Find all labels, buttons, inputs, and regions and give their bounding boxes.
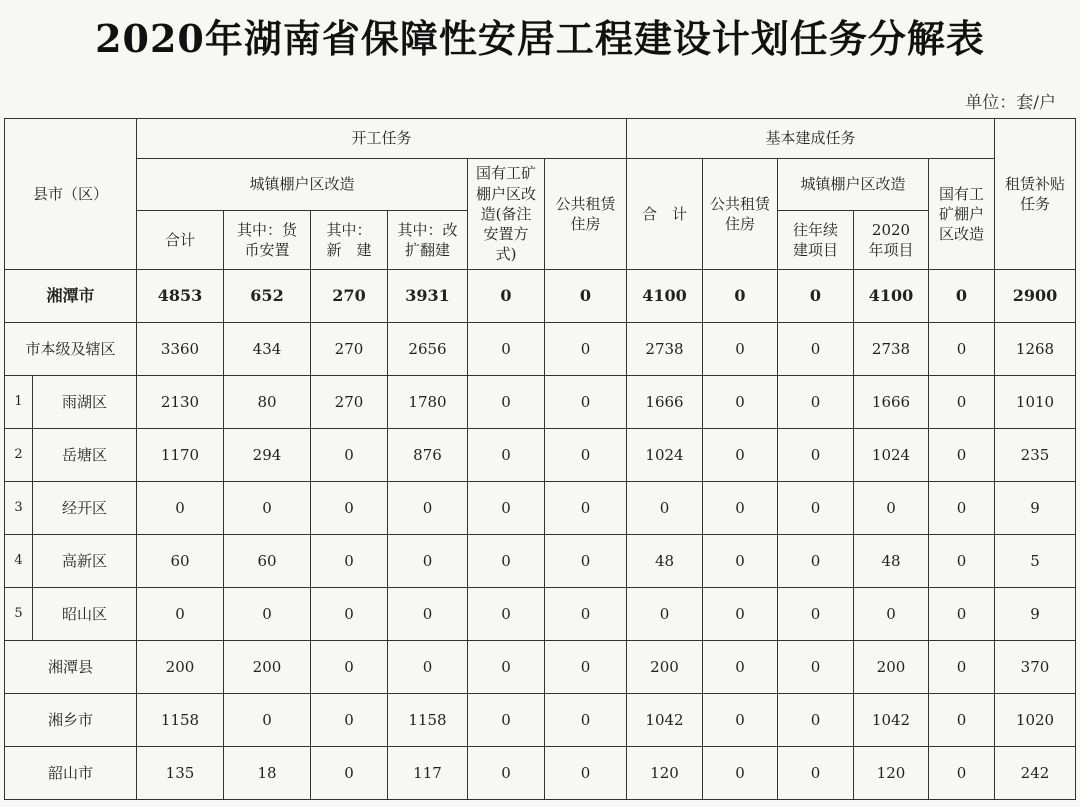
cell: 0 xyxy=(468,747,545,800)
table-row xyxy=(5,323,1076,376)
cell: 4853 xyxy=(137,270,224,323)
cell: 270 xyxy=(311,376,388,429)
cell: 0 xyxy=(929,535,995,588)
cell: 0 xyxy=(468,323,545,376)
cell: 0 xyxy=(388,535,468,588)
cell: 0 xyxy=(224,482,311,535)
cell: 200 xyxy=(627,641,703,694)
cell: 0 xyxy=(929,694,995,747)
cell: 1158 xyxy=(388,694,468,747)
cell: 0 xyxy=(311,535,388,588)
header-xinjian: 其中：新 建 xyxy=(311,211,388,270)
task-table xyxy=(4,118,1076,800)
cell: 4100 xyxy=(627,270,703,323)
cell: 0 xyxy=(627,588,703,641)
cell: 0 xyxy=(778,588,854,641)
header-huobi: 其中：货币安置 xyxy=(224,211,311,270)
cell: 48 xyxy=(627,535,703,588)
cell: 0 xyxy=(703,482,778,535)
cell: 48 xyxy=(854,535,929,588)
cell: 1020 xyxy=(995,694,1076,747)
cell: 0 xyxy=(545,694,627,747)
cell: 0 xyxy=(545,747,627,800)
cell: 60 xyxy=(224,535,311,588)
cell: 60 xyxy=(137,535,224,588)
row-name: 昭山区 xyxy=(33,588,137,641)
cell: 370 xyxy=(995,641,1076,694)
cell: 0 xyxy=(778,376,854,429)
cell: 18 xyxy=(224,747,311,800)
cell: 1042 xyxy=(854,694,929,747)
row-name: 市本级及辖区 xyxy=(5,323,137,376)
header-gaikuo: 其中：改扩翻建 xyxy=(388,211,468,270)
table-row xyxy=(5,588,1076,641)
table-row xyxy=(5,694,1076,747)
cell: 0 xyxy=(388,588,468,641)
cell: 2738 xyxy=(627,323,703,376)
header-heji-jiben: 合 计 xyxy=(627,159,703,270)
unit-label: 单位：套/户 xyxy=(965,93,1056,113)
cell: 2900 xyxy=(995,270,1076,323)
cell: 200 xyxy=(224,641,311,694)
cell: 434 xyxy=(224,323,311,376)
cell: 0 xyxy=(929,747,995,800)
cell: 0 xyxy=(468,694,545,747)
cell: 9 xyxy=(995,482,1076,535)
header-zulin: 租赁补贴任务 xyxy=(995,119,1076,270)
table-row xyxy=(5,747,1076,800)
row-name: 雨湖区 xyxy=(33,376,137,429)
cell: 0 xyxy=(311,694,388,747)
table-row xyxy=(5,641,1076,694)
cell: 0 xyxy=(137,588,224,641)
cell: 0 xyxy=(703,535,778,588)
row-name: 湘乡市 xyxy=(5,694,137,747)
cell: 0 xyxy=(778,323,854,376)
header-gonggong-jiben: 公共租赁住房 xyxy=(703,159,778,270)
row-name: 湘潭县 xyxy=(5,641,137,694)
cell: 0 xyxy=(703,641,778,694)
header-county: 县市（区） xyxy=(5,119,137,270)
cell: 1780 xyxy=(388,376,468,429)
cell: 0 xyxy=(311,482,388,535)
cell: 0 xyxy=(545,270,627,323)
table-row xyxy=(5,482,1076,535)
cell: 0 xyxy=(854,482,929,535)
row-index: 5 xyxy=(5,588,33,641)
row-name: 岳塘区 xyxy=(33,429,137,482)
cell: 0 xyxy=(311,429,388,482)
cell: 0 xyxy=(854,588,929,641)
cell: 270 xyxy=(311,323,388,376)
cell: 0 xyxy=(545,588,627,641)
cell: 0 xyxy=(703,429,778,482)
cell: 2656 xyxy=(388,323,468,376)
cell: 135 xyxy=(137,747,224,800)
table-row xyxy=(5,376,1076,429)
cell: 0 xyxy=(778,429,854,482)
cell: 0 xyxy=(703,588,778,641)
cell: 270 xyxy=(311,270,388,323)
header-gonggong-kaigong: 公共租赁住房 xyxy=(545,159,627,270)
cell: 0 xyxy=(545,429,627,482)
cell: 5 xyxy=(995,535,1076,588)
cell: 0 xyxy=(468,535,545,588)
cell: 1158 xyxy=(137,694,224,747)
cell: 120 xyxy=(854,747,929,800)
cell: 117 xyxy=(388,747,468,800)
header-2020: 2020年项目 xyxy=(854,211,929,270)
cell: 652 xyxy=(224,270,311,323)
cell: 876 xyxy=(388,429,468,482)
cell: 1666 xyxy=(627,376,703,429)
cell: 0 xyxy=(224,694,311,747)
header-chengzhen-jiben: 城镇棚户区改造 xyxy=(778,159,929,211)
cell: 0 xyxy=(311,588,388,641)
cell: 0 xyxy=(929,429,995,482)
cell: 242 xyxy=(995,747,1076,800)
cell: 1024 xyxy=(627,429,703,482)
cell: 0 xyxy=(545,482,627,535)
header-wangnian: 往年续建项目 xyxy=(778,211,854,270)
row-name: 湘潭市 xyxy=(5,270,137,323)
header-kaigong: 开工任务 xyxy=(137,119,627,159)
cell: 0 xyxy=(929,270,995,323)
cell: 80 xyxy=(224,376,311,429)
cell: 0 xyxy=(388,482,468,535)
cell: 1010 xyxy=(995,376,1076,429)
row-name: 高新区 xyxy=(33,535,137,588)
row-index: 3 xyxy=(5,482,33,535)
cell: 200 xyxy=(854,641,929,694)
row-index: 2 xyxy=(5,429,33,482)
cell: 0 xyxy=(224,588,311,641)
cell: 0 xyxy=(929,482,995,535)
row-index: 4 xyxy=(5,535,33,588)
cell: 0 xyxy=(703,376,778,429)
cell: 0 xyxy=(137,482,224,535)
cell: 0 xyxy=(627,482,703,535)
cell: 0 xyxy=(468,270,545,323)
cell: 0 xyxy=(778,270,854,323)
cell: 0 xyxy=(703,747,778,800)
cell: 0 xyxy=(468,429,545,482)
cell: 0 xyxy=(545,323,627,376)
cell: 0 xyxy=(545,535,627,588)
header-chengzhen: 城镇棚户区改造 xyxy=(137,159,468,211)
cell: 0 xyxy=(388,641,468,694)
cell: 0 xyxy=(929,588,995,641)
cell: 0 xyxy=(311,747,388,800)
cell: 200 xyxy=(137,641,224,694)
row-index: 1 xyxy=(5,376,33,429)
cell: 0 xyxy=(929,376,995,429)
cell: 0 xyxy=(778,747,854,800)
row-name: 经开区 xyxy=(33,482,137,535)
cell: 0 xyxy=(929,641,995,694)
cell: 0 xyxy=(545,641,627,694)
cell: 2130 xyxy=(137,376,224,429)
cell: 0 xyxy=(929,323,995,376)
cell: 0 xyxy=(778,641,854,694)
cell: 4100 xyxy=(854,270,929,323)
cell: 0 xyxy=(703,270,778,323)
cell: 3360 xyxy=(137,323,224,376)
cell: 0 xyxy=(778,482,854,535)
cell: 0 xyxy=(778,694,854,747)
cell: 0 xyxy=(468,641,545,694)
cell: 2738 xyxy=(854,323,929,376)
cell: 1024 xyxy=(854,429,929,482)
cell: 1170 xyxy=(137,429,224,482)
header-jiben: 基本建成任务 xyxy=(627,119,995,159)
table-row xyxy=(5,429,1076,482)
row-name: 韶山市 xyxy=(5,747,137,800)
cell: 1268 xyxy=(995,323,1076,376)
cell: 0 xyxy=(703,694,778,747)
cell: 0 xyxy=(468,376,545,429)
cell: 0 xyxy=(311,641,388,694)
header-heji: 合计 xyxy=(137,211,224,270)
cell: 294 xyxy=(224,429,311,482)
cell: 120 xyxy=(627,747,703,800)
cell: 1042 xyxy=(627,694,703,747)
cell: 0 xyxy=(703,323,778,376)
header-guoyou-jiben: 国有工矿棚户区改造 xyxy=(929,159,995,270)
cell: 235 xyxy=(995,429,1076,482)
table-row xyxy=(5,535,1076,588)
page-title: 2020年湖南省保障性安居工程建设计划任务分解表 xyxy=(95,16,985,61)
cell: 1666 xyxy=(854,376,929,429)
cell: 9 xyxy=(995,588,1076,641)
header-guoyou-kaigong: 国有工矿棚户区改造(备注安置方式) xyxy=(468,159,545,270)
cell: 0 xyxy=(778,535,854,588)
cell: 0 xyxy=(468,482,545,535)
cell: 0 xyxy=(468,588,545,641)
cell: 3931 xyxy=(388,270,468,323)
cell: 0 xyxy=(545,376,627,429)
table-row xyxy=(5,270,1076,323)
